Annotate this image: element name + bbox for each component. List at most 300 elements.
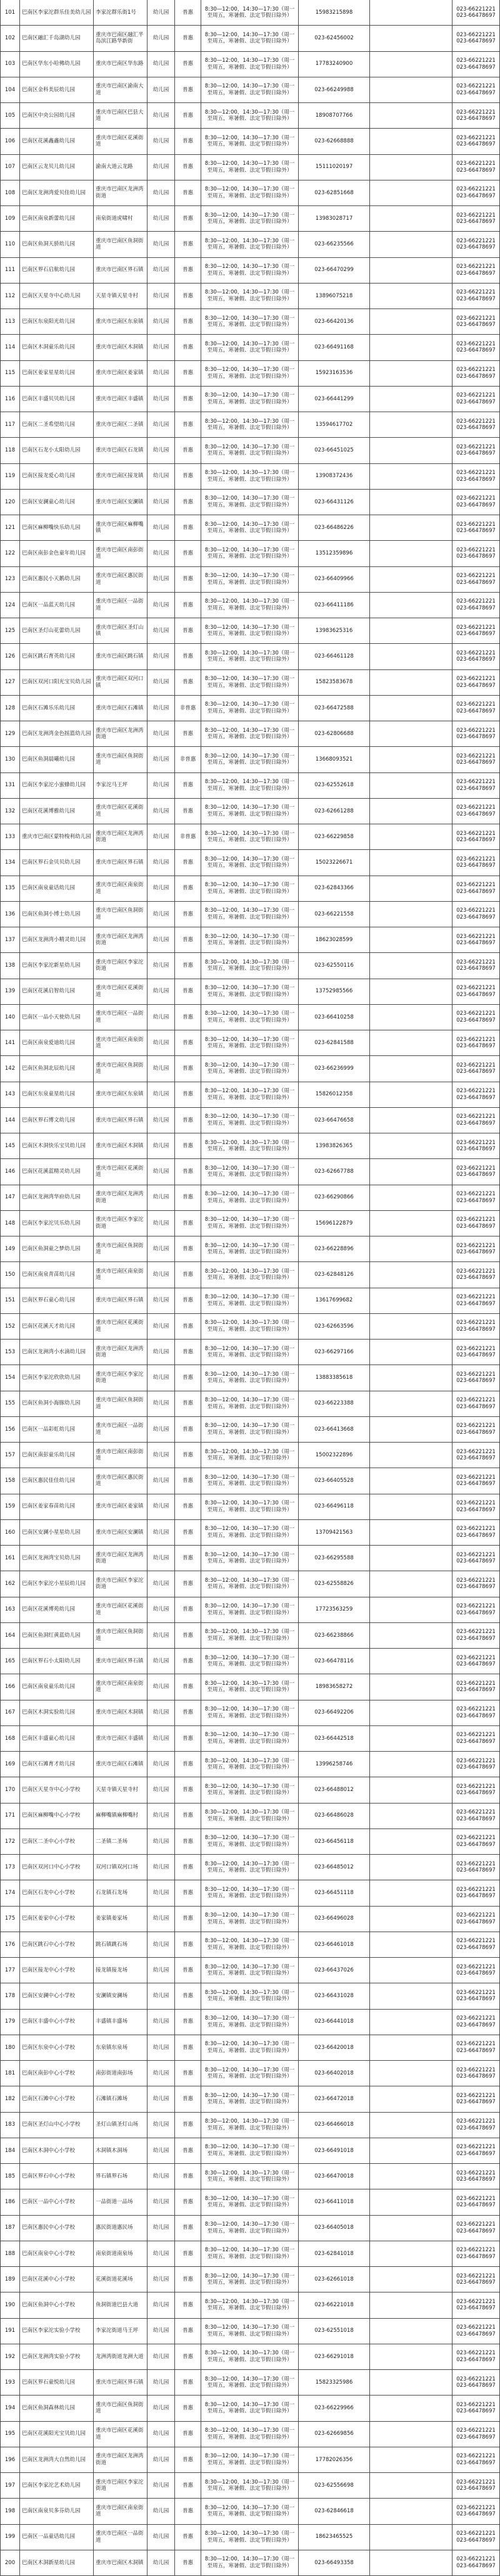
remark-cell [370,1983,452,2008]
kindergarten-name: 巴南区木洞新星幼儿园 [20,2550,94,2575]
service-hours: 8:30—12:00，14:30—17:30（周一至周五，寒暑假、法定节假日除外） [201,1417,299,1442]
contact-phone: 023-66456118 [299,1829,370,1854]
kindergarten-name: 巴南区鱼洞北辰幼儿园 [20,1056,94,1081]
contact-phone: 023-66405528 [299,1468,370,1493]
complaint-phone-number: 023-66221221 [456,367,496,373]
complaint-phone [452,438,500,463]
row-number: 142 [0,1056,20,1081]
nature: 普惠 [175,2370,201,2395]
remark-cell [370,1726,452,1751]
table-row [0,206,500,232]
complaint-phone-number: 023-66221221 [456,134,496,141]
table-row [0,721,500,747]
contact-phone: 023-66420018 [299,2035,370,2060]
nature: 普惠 [175,2447,201,2472]
row-number: 176 [0,1932,20,1957]
table-row [0,876,500,902]
remark-cell [370,1391,452,1416]
contact-phone: 17783240900 [299,52,370,77]
remark-cell [370,1133,452,1158]
complaint-phone-number: 023-66221221 [456,212,496,219]
contact-phone: 13983625316 [299,618,370,643]
table-row [0,1597,500,1623]
kindergarten-name: 巴南区金科美辰幼儿园 [20,77,94,102]
address: 重庆市巴南区南泉街道 [94,1262,148,1287]
complaint-phone-number: 023-66478697 [456,1455,496,1462]
complaint-phone-number: 023-66478697 [456,1378,496,1384]
table-row [0,1777,500,1803]
complaint-phone-number: 023-66478697 [456,1970,496,1977]
table-row [0,26,500,51]
remark-cell [370,1211,452,1236]
complaint-phone [452,2292,500,2317]
complaint-phone-number: 023-66221221 [456,753,496,759]
address: 重庆市巴南区华东路 [94,52,148,77]
kindergarten-name: 巴南区姜家中心小学校 [20,1907,94,1932]
service-hours: 8:30—12:00，14:30—17:30（周一至周五，寒暑假、法定节假日除外） [201,1958,299,1983]
address: 重庆市巴南区龙洲湾街道 [94,721,148,746]
address: 重庆市巴南区龙洲湾街道 [94,2447,148,2472]
type: 幼儿园 [148,1855,175,1880]
complaint-phone [452,155,500,180]
type: 幼儿园 [148,2396,175,2421]
table-row [0,1804,500,1829]
row-number: 146 [0,1159,20,1184]
kindergarten-name: 巴南区龙洲湾小精灵幼儿园 [20,927,94,952]
complaint-phone-number: 023-66478697 [456,1996,496,2003]
contact-phone: 023-66410258 [299,1005,370,1030]
nature: 普惠 [175,1494,201,1519]
complaint-phone [452,1777,500,1802]
service-hours: 8:30—12:00，14:30—17:30（周一至周五，寒暑假、法定节假日除外） [201,1597,299,1622]
complaint-phone-number: 023-66221221 [456,1371,496,1378]
complaint-phone [452,1030,500,1055]
nature: 普惠 [175,0,201,25]
row-number: 105 [0,103,20,128]
complaint-phone-number: 023-66221221 [456,727,496,734]
complaint-phone [452,361,500,386]
address: 二圣镇二圣场 [94,1829,148,1854]
contact-phone: 023-62843366 [299,876,370,901]
row-number: 134 [0,850,20,875]
complaint-phone [452,541,500,566]
complaint-phone [452,2447,500,2472]
service-hours: 8:30—12:00，14:30—17:30（周一至周五，寒暑假、法定节假日除外） [201,541,299,566]
complaint-phone-number: 023-66221221 [456,2401,496,2408]
address: 木洞镇木洞场 [94,2138,148,2163]
remark-cell [370,979,452,1004]
service-hours: 8:30—12:00，14:30—17:30（周一至周五，寒暑假、法定节假日除外） [201,2396,299,2421]
nature: 普惠 [175,2138,201,2163]
complaint-phone-number: 023-66478697 [456,116,496,122]
remark-cell [370,1571,452,1596]
service-hours: 8:30—12:00，14:30—17:30（周一至周五，寒暑假、法定节假日除外） [201,2319,299,2344]
row-number: 180 [0,2035,20,2060]
complaint-phone [452,1907,500,1932]
service-hours: 8:30—12:00，14:30—17:30（周一至周五，寒暑假、法定节假日除外） [201,1932,299,1957]
complaint-phone-number: 023-66221221 [456,804,496,811]
nature: 普惠 [175,180,201,205]
row-number: 108 [0,180,20,205]
address: 重庆市巴南区龙洲湾街道 [94,1546,148,1571]
complaint-phone-number: 023-66478697 [456,2382,496,2389]
type: 幼儿园 [148,52,175,77]
complaint-phone-number: 023-66221221 [456,1448,496,1455]
row-number: 102 [0,26,20,51]
service-hours: 8:30—12:00，14:30—17:30（周一至周五，寒暑假、法定节假日除外） [201,927,299,952]
remark-cell [370,2344,452,2369]
type: 幼儿园 [148,180,175,205]
service-hours: 8:30—12:00，14:30—17:30（周一至周五，寒暑假、法定节假日除外） [201,1005,299,1030]
complaint-phone-number: 023-66478697 [456,940,496,947]
table-row [0,696,500,721]
contact-phone: 023-66405018 [299,2216,370,2241]
complaint-phone-number: 023-66221221 [456,2350,496,2357]
table-row [0,1855,500,1880]
contact-phone: 023-66431028 [299,1983,370,2008]
address: 重庆市巴南区花溪街道 [94,2422,148,2447]
complaint-phone-number: 023-66221221 [456,624,496,631]
address: 麻柳嘴镇麻柳嘴村 [94,1804,148,1828]
kindergarten-name: 巴南区云龙贝儿幼儿园 [20,155,94,180]
remark-cell [370,2267,452,2292]
table-row [0,2138,500,2164]
remark-cell [370,824,452,849]
complaint-phone-number: 023-66478697 [456,1094,496,1101]
row-number: 138 [0,953,20,978]
service-hours: 8:30—12:00，14:30—17:30（周一至周五，寒暑假、法定节假日除外） [201,876,299,901]
complaint-phone-number: 023-66221221 [456,1809,496,1816]
type: 幼儿园 [148,644,175,669]
type: 幼儿园 [148,927,175,952]
address: 丰盛镇丰盛场 [94,2010,148,2035]
remark-cell [370,2292,452,2317]
address: 重庆市巴南区接龙镇 [94,464,148,489]
service-hours: 8:30—12:00，14:30—17:30（周一至周五，寒暑假、法定节假日除外） [201,1983,299,2008]
complaint-phone [452,696,500,721]
row-number: 173 [0,1855,20,1880]
kindergarten-name: 巴南区花溪天才幼儿园 [20,1314,94,1339]
remark-cell [370,1674,452,1699]
contact-phone: 023-66229966 [299,2396,370,2421]
kindergarten-name: 巴南区李家沱群乐佳美幼儿园 [20,0,94,25]
remark-cell [370,2499,452,2524]
contact-phone: 023-66223388 [299,1391,370,1416]
service-hours: 8:30—12:00，14:30—17:30（周一至周五，寒暑假、法定节假日除外） [201,258,299,283]
type: 幼儿园 [148,387,175,412]
kindergarten-name: 巴南区双河口中心小学校 [20,1855,94,1880]
type: 幼儿园 [148,1804,175,1828]
row-number: 128 [0,696,20,721]
address: 南泉街道南泉场 [94,2241,148,2266]
type: 幼儿园 [148,1958,175,1983]
nature: 普惠 [175,1674,201,1699]
complaint-phone [452,1623,500,1648]
nature: 普惠 [175,52,201,77]
contact-phone: 023-66485012 [299,1855,370,1880]
row-number: 172 [0,1829,20,1854]
nature: 普惠 [175,2422,201,2447]
complaint-phone [452,2319,500,2344]
complaint-phone-number: 023-66478697 [456,2253,496,2260]
complaint-phone-number: 023-66478697 [456,270,496,277]
service-hours: 8:30—12:00，14:30—17:30（周一至周五，寒暑假、法定节假日除外） [201,129,299,154]
kindergarten-name: 巴南区龙洲湾小水滴幼儿园 [20,1340,94,1364]
kindergarten-name: 巴南区李家沱小星辰幼儿园 [20,1571,94,1596]
table-row [0,1391,500,1417]
kindergarten-name: 巴南区二圣希望幼儿园 [20,412,94,437]
complaint-phone [452,670,500,695]
remark-cell [370,258,452,283]
complaint-phone-number: 023-66478697 [456,2228,496,2234]
table-row [0,232,500,257]
remark-cell [370,52,452,77]
type: 幼儿园 [148,1211,175,1236]
complaint-phone-number: 023-66478697 [456,398,496,405]
kindergarten-name: 巴南区东泉中心小学校 [20,2035,94,2060]
table-row [0,1829,500,1855]
service-hours: 8:30—12:00，14:30—17:30（周一至周五，寒暑假、法定节假日除外） [201,902,299,927]
complaint-phone [452,1468,500,1493]
service-hours: 8:30—12:00，14:30—17:30（周一至周五，寒暑假、法定节假日除外） [201,77,299,102]
complaint-phone-number: 023-66221221 [456,1654,496,1661]
complaint-phone [452,1855,500,1880]
row-number: 124 [0,593,20,618]
row-number: 127 [0,670,20,695]
address: 重庆市巴南区一品街道 [94,593,148,618]
service-hours: 8:30—12:00，14:30—17:30（周一至周五，寒暑假、法定节假日除外） [201,180,299,205]
complaint-phone-number: 023-66221221 [456,1345,496,1352]
table-row [0,824,500,850]
contact-phone: 023-66476658 [299,1108,370,1133]
table-row [0,1108,500,1133]
complaint-phone [452,52,500,77]
type: 幼儿园 [148,593,175,618]
address: 重庆市巴南区木洞镇 [94,1700,148,1725]
address: 重庆市巴南区鱼洞街道 [94,232,148,257]
kindergarten-name: 巴南区界石博文幼儿园 [20,1108,94,1133]
kindergarten-name: 巴南区花溪博苑幼儿园 [20,1597,94,1622]
complaint-phone [452,206,500,231]
table-row [0,902,500,927]
table-row [0,1314,500,1340]
type: 幼儿园 [148,2189,175,2214]
type: 幼儿园 [148,258,175,283]
nature: 普惠 [175,1623,201,1648]
address: 重庆市巴南区花溪街道 [94,129,148,154]
row-number: 178 [0,1983,20,2008]
kindergarten-name: 巴南区南泉中心小学校 [20,2241,94,2266]
contact-phone: 023-66411018 [299,2189,370,2214]
remark-cell [370,2113,452,2138]
nature: 普惠 [175,1983,201,2008]
complaint-phone-number: 023-66478697 [456,656,496,663]
complaint-phone-number: 023-66221221 [456,1603,496,1610]
row-number: 181 [0,2061,20,2086]
complaint-phone-number: 023-66221221 [456,1010,496,1017]
complaint-phone [452,1546,500,1571]
kindergarten-name: 巴南区李家沱小蜜蜂幼儿园 [20,773,94,798]
contact-phone: 023-62551018 [299,2319,370,2344]
complaint-phone-number: 023-66221221 [456,2453,496,2460]
row-number: 111 [0,258,20,283]
complaint-phone-number: 023-66478697 [456,579,496,586]
kindergarten-name: 巴南区鱼洞红黄蓝幼儿园 [20,1623,94,1648]
remark-cell [370,902,452,927]
nature: 普惠 [175,1391,201,1416]
address: 重庆市巴南区圣灯山镇 [94,618,148,643]
nature: 普惠 [175,1855,201,1880]
table-row [0,747,500,772]
table-row [0,335,500,360]
table-row [0,77,500,103]
address: 重庆市巴南区南彭街道 [94,1443,148,1468]
row-number: 161 [0,1546,20,1571]
complaint-phone-number: 023-66221221 [456,1963,496,1970]
service-hours: 8:30—12:00，14:30—17:30（周一至周五，寒暑假、法定节假日除外） [201,2422,299,2447]
row-number: 174 [0,1880,20,1905]
table-row [0,1674,500,1700]
address: 重庆市巴南区双河口镇 [94,670,148,695]
complaint-phone [452,412,500,437]
complaint-phone [452,1288,500,1313]
address: 花溪街道花溪场 [94,2267,148,2292]
kindergarten-name: 巴南区花溪中心小学校 [20,2267,94,2292]
address: 重庆市巴南区一品街道 [94,1417,148,1442]
contact-phone: 13709421563 [299,1520,370,1545]
complaint-phone-number: 023-66221221 [456,1732,496,1739]
complaint-phone-number: 023-66478697 [456,1403,496,1410]
type: 幼儿园 [148,0,175,25]
table-row [0,1546,500,1571]
complaint-phone-number: 023-66478697 [456,476,496,483]
contact-phone: 17723563259 [299,1597,370,1622]
address: 石滩镇石滩场 [94,2086,148,2111]
address: 重庆市巴南区龙洲湾街道 [94,180,148,205]
service-hours: 8:30—12:00，14:30—17:30（周一至周五，寒暑假、法定节假日除外） [201,1855,299,1880]
complaint-phone-number: 023-66478697 [456,2511,496,2518]
nature: 普惠 [175,953,201,978]
remark-cell [370,2010,452,2035]
complaint-phone [452,567,500,592]
address: 重庆市巴南区界石镇 [94,258,148,283]
service-hours: 8:30—12:00，14:30—17:30（周一至周五，寒暑假、法定节假日除外） [201,1314,299,1339]
complaint-phone [452,1108,500,1133]
remark-cell [370,129,452,154]
nature: 普惠 [175,2499,201,2524]
complaint-phone-number: 023-66478697 [456,141,496,148]
remark-cell [370,361,452,386]
contact-phone: 15111020197 [299,155,370,180]
row-number: 179 [0,2010,20,2035]
remark-cell [370,2473,452,2498]
complaint-phone [452,2267,500,2292]
complaint-phone-number: 023-66221221 [456,2118,496,2125]
row-number: 115 [0,361,20,386]
type: 幼儿园 [148,26,175,51]
complaint-phone-number: 023-66478697 [456,914,496,920]
nature: 普惠 [175,644,201,669]
service-hours: 8:30—12:00，14:30—17:30（周一至周五，寒暑假、法定节假日除外） [201,1133,299,1158]
service-hours: 8:30—12:00，14:30—17:30（周一至周五，寒暑假、法定节假日除外） [201,2499,299,2524]
remark-cell [370,1649,452,1674]
nature: 普惠 [175,155,201,180]
row-number: 167 [0,1700,20,1725]
contact-phone: 13983826365 [299,1133,370,1158]
type: 幼儿园 [148,2010,175,2035]
type: 幼儿园 [148,2086,175,2111]
complaint-phone [452,515,500,540]
type: 幼儿园 [148,1597,175,1622]
type: 幼儿园 [148,2525,175,2550]
remark-cell [370,2216,452,2241]
contact-phone: 023-66290866 [299,1185,370,1210]
complaint-phone-number: 023-66478697 [456,2459,496,2466]
contact-phone: 023-66437026 [299,1958,370,1983]
type: 幼儿园 [148,2473,175,2498]
table-row [0,2086,500,2112]
row-number: 123 [0,567,20,592]
complaint-phone-number: 023-66478697 [456,1867,496,1874]
complaint-phone-number: 023-66478697 [456,64,496,71]
complaint-phone-number: 023-66478697 [456,888,496,895]
kindergarten-name: 巴南区安澜童心幼儿园 [20,490,94,515]
complaint-phone-number: 023-66221221 [456,6,496,12]
complaint-phone [452,2138,500,2163]
address: 东泉镇东泉场 [94,2035,148,2060]
service-hours: 8:30—12:00，14:30—17:30（周一至周五，寒暑假、法定节假日除外） [201,2267,299,2292]
contact-phone: 023-62846618 [299,2499,370,2524]
service-hours: 8:30—12:00，14:30—17:30（周一至周五，寒暑假、法定节假日除外） [201,2292,299,2317]
kindergarten-name: 巴南区石滩育才幼儿园 [20,1752,94,1777]
type: 幼儿园 [148,464,175,489]
table-row [0,284,500,309]
complaint-phone-number: 023-66221221 [456,2041,496,2048]
service-hours: 8:30—12:00，14:30—17:30（周一至周五，寒暑假、法定节假日除外） [201,979,299,1004]
contact-phone: 023-66238866 [299,1623,370,1648]
type: 幼儿园 [148,103,175,128]
type: 幼儿园 [148,2164,175,2189]
kindergarten-name: 巴南区惠民中心小学校 [20,2216,94,2241]
type: 幼儿园 [148,824,175,849]
complaint-phone-number: 023-66221221 [456,1191,496,1198]
complaint-phone [452,593,500,618]
table-row [0,2113,500,2138]
address: 重庆市巴南区麻柳嘴镇 [94,515,148,540]
nature: 普惠 [175,1907,201,1932]
contact-phone: 13752985566 [299,979,370,1004]
row-number: 182 [0,2086,20,2111]
complaint-phone-number: 023-66221221 [456,31,496,38]
nature: 普惠 [175,1777,201,1802]
address: 惠民街道惠民场 [94,2216,148,2241]
address: 重庆市巴南区鱼洞街道 [94,1391,148,1416]
address: 重庆市巴南区李家沱街道 [94,1211,148,1236]
row-number: 122 [0,541,20,566]
complaint-phone-number: 023-66221221 [456,1629,496,1636]
kindergarten-name: 巴南区花溪鑫鑫幼儿园 [20,129,94,154]
complaint-phone-number: 023-66221221 [456,2504,496,2511]
complaint-phone [452,1443,500,1468]
kindergarten-name: 巴南区龙洲湾大自然幼儿园 [20,2447,94,2472]
complaint-phone-number: 023-66478697 [456,631,496,638]
remark-cell [370,2550,452,2575]
contact-phone: 023-66466018 [299,2113,370,2138]
kindergarten-name: 巴南区龙洲湾实验小学校 [20,2344,94,2369]
table-row [0,129,500,154]
complaint-phone-number: 023-66221221 [456,392,496,399]
complaint-phone [452,979,500,1004]
